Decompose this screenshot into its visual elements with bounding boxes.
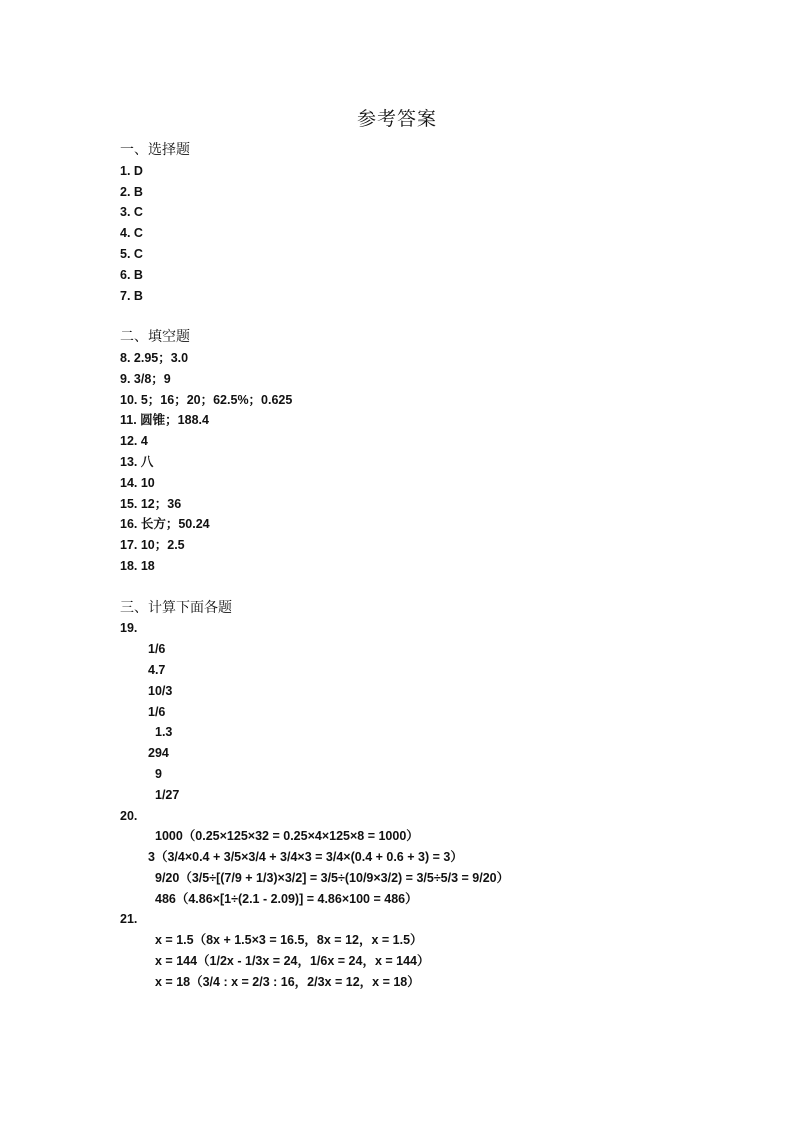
answer-line: 4.7 — [148, 662, 166, 677]
answer-line: 10/3 — [148, 683, 173, 698]
list-item: 8. 2.95；3.0 — [120, 350, 189, 365]
page-title: 参考答案 — [356, 108, 437, 130]
answer-line: 1/6 — [148, 642, 166, 657]
list-item: 11. 圆锥；188.4 — [120, 413, 209, 428]
list-item: 1. D — [120, 163, 143, 178]
answer-line: x = 18（3/4 : x = 2/3 : 16，2/3x = 12，x = 18） — [155, 974, 420, 989]
list-item: 9. 3/8；9 — [120, 371, 171, 386]
answer-line: 3（3/4×0.4 + 3/5×3/4 + 3/4×3 = 3/4×(0.4 + 0.6 + 3) = 3） — [148, 850, 463, 865]
list-item: 12. 4 — [120, 434, 148, 449]
list-item: 7. B — [120, 288, 143, 303]
question-label: 19. — [120, 621, 138, 636]
answer-line: 1000（0.25×125×32 = 0.25×4×125×8 = 1000） — [155, 829, 419, 844]
list-item: 10. 5；16；20；62.5%；0.625 — [120, 392, 293, 407]
list-item: 15. 12；36 — [120, 496, 182, 511]
answer-line: x = 1.5（8x + 1.5×3 = 16.5，8x = 12，x = 1.5） — [155, 933, 423, 948]
answer-line: 1.3 — [155, 725, 173, 740]
spacer — [120, 577, 760, 598]
question-label: 20. — [120, 808, 138, 823]
list-item: 17. 10；2.5 — [120, 538, 185, 553]
list-item: 16. 长方；50.24 — [120, 517, 210, 532]
section-heading-fill: 二、填空题 — [120, 329, 190, 346]
answer-line: 294 — [148, 746, 169, 761]
list-item: 14. 10 — [120, 475, 155, 490]
answer-line: 1/6 — [148, 704, 166, 719]
list-item: 3. C — [120, 205, 143, 220]
answer-line: 1/27 — [155, 787, 180, 802]
list-item: 4. C — [120, 226, 143, 241]
answer-line: x = 144（1/2x - 1/3x = 24，1/6x = 24，x = 144） — [155, 954, 430, 969]
section-heading-calc: 三、计算下面各题 — [120, 599, 232, 616]
answer-line: 486（4.86×[1÷(2.1 - 2.09)] = 4.86×100 = 486） — [155, 891, 418, 906]
answer-key — [120, 140, 760, 993]
list-item: 18. 18 — [120, 558, 155, 573]
answer-line: 9 — [155, 766, 162, 781]
list-item: 5. C — [120, 246, 143, 261]
answer-line: 9/20（3/5÷[(7/9 + 1/3)×3/2] = 3/5÷(10/9×3/2) = 3/5÷5/3 = 9/20） — [155, 870, 510, 885]
spacer — [120, 306, 760, 327]
section-heading-choice: 一、选择题 — [120, 142, 190, 158]
list-item: 2. B — [120, 184, 143, 199]
list-item: 6. B — [120, 267, 143, 282]
list-item: 13. 八 — [120, 454, 154, 469]
question-label: 21. — [120, 912, 138, 927]
